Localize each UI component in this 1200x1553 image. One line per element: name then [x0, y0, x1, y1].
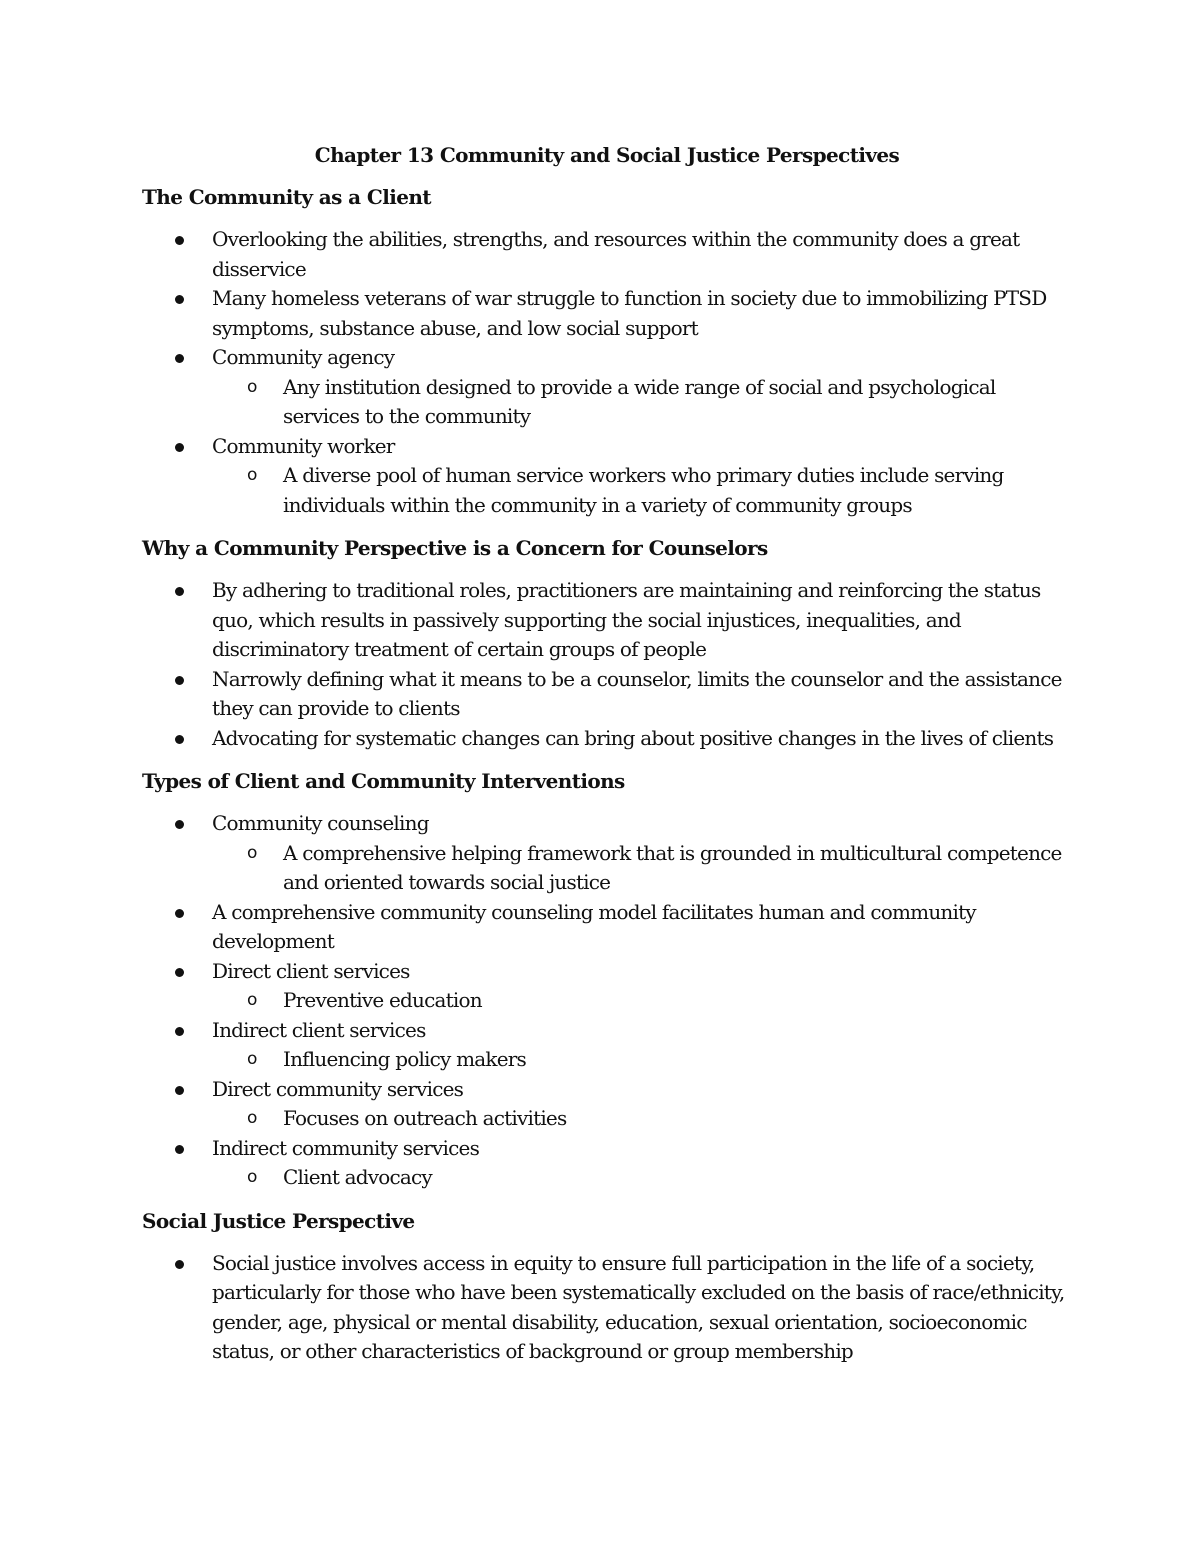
sub-list-item	[212, 461, 1072, 520]
sub-list-item	[212, 839, 1072, 898]
sub-list-item	[212, 1104, 1072, 1134]
sub-list-item-text: A diverse pool of human service workers who primary duties include serving individuals within the community in a variety of community groups	[283, 463, 1004, 517]
list-item	[142, 1075, 1072, 1134]
bullet-icon	[175, 443, 184, 452]
sub-list	[212, 986, 1072, 1016]
sub-list-item-text: Client advocacy	[283, 1165, 432, 1189]
bullet-icon	[175, 1260, 184, 1269]
list-item	[142, 1134, 1072, 1193]
list-item-text: Direct client services	[212, 958, 410, 983]
bullet-icon	[175, 820, 184, 829]
list-item	[142, 284, 1072, 343]
bullet-list	[142, 225, 1072, 520]
list-item-text: Community worker	[212, 433, 395, 458]
sub-list-item-text: Influencing policy makers	[283, 1047, 526, 1071]
bullet-icon	[175, 1027, 184, 1036]
hollow-bullet-icon: o	[247, 465, 257, 485]
list-item-text: Indirect community services	[212, 1135, 480, 1160]
section-heading: Types of Client and Community Interventions	[142, 769, 625, 793]
hollow-bullet-icon: o	[247, 1049, 257, 1069]
list-item-text: Overlooking the abilities, strengths, and resources within the community does a great disservice	[212, 227, 1020, 281]
sub-list-item	[212, 373, 1072, 432]
list-item	[142, 576, 1072, 665]
list-item-text: Social justice involves access in equity to ensure full participation in the life of a society, particularly for those who have been systematically excluded on the basis of race/ethnicity, gender, age, physical or mental disability, education, sexual orientation, socioeconomic status, or other characteristics of background or group membership	[212, 1250, 1065, 1363]
list-item-text: Many homeless veterans of war struggle to function in society due to immobilizing PTSD symptoms, substance abuse, and low social support	[212, 286, 1047, 340]
bullet-icon	[175, 236, 184, 245]
sub-list	[212, 373, 1072, 432]
list-item-text: Community counseling	[212, 811, 429, 835]
list-item-text: Community agency	[212, 345, 395, 369]
list-item	[142, 225, 1072, 284]
bullet-list	[142, 576, 1072, 753]
hollow-bullet-icon: o	[247, 376, 257, 397]
list-item	[142, 343, 1072, 432]
bullet-icon	[175, 587, 184, 596]
hollow-bullet-icon: o	[247, 1167, 257, 1187]
sub-list	[212, 839, 1072, 898]
document-title: Chapter 13 Community and Social Justice Perspectives	[314, 143, 900, 167]
list-item-text: Indirect client services	[212, 1017, 426, 1042]
list-item	[142, 809, 1072, 898]
hollow-bullet-icon: o	[247, 990, 257, 1010]
bullet-icon	[175, 354, 184, 363]
sub-list-item-text: Preventive education	[283, 988, 482, 1012]
list-item-text: A comprehensive community counseling model facilitates human and community development	[212, 899, 976, 953]
bullet-icon	[175, 968, 184, 977]
hollow-bullet-icon: o	[247, 842, 257, 863]
document-sections	[142, 185, 1072, 1367]
sub-list	[212, 1104, 1072, 1134]
bullet-icon	[175, 676, 184, 685]
list-item-text: Direct community services	[212, 1076, 464, 1101]
list-item-text: Narrowly defining what it means to be a counselor, limits the counselor and the assistance they can provide to clients	[212, 666, 1062, 720]
hollow-bullet-icon: o	[247, 1108, 257, 1128]
list-item	[142, 724, 1072, 754]
sub-list	[212, 1045, 1072, 1075]
sub-list-item	[212, 1045, 1072, 1075]
list-item	[142, 898, 1072, 957]
bullet-list	[142, 809, 1072, 1193]
bullet-icon	[175, 909, 184, 918]
list-item	[142, 665, 1072, 724]
sub-list-item-text: Any institution designed to provide a wide range of social and psychological services to the community	[283, 374, 996, 428]
document-page	[142, 143, 1072, 1383]
list-item	[142, 432, 1072, 521]
list-item-text: By adhering to traditional roles, practitioners are maintaining and reinforcing the status quo, which results in passively supporting the social injustices, inequalities, and discriminatory treatment of certain groups of people	[212, 578, 1041, 661]
sub-list	[212, 1163, 1072, 1193]
bullet-icon	[175, 1086, 184, 1095]
section-heading: Why a Community Perspective is a Concern for Counselors	[142, 536, 768, 560]
sub-list-item-text: A comprehensive helping framework that is grounded in multicultural competence and oriented towards social justice	[283, 840, 1062, 894]
sub-list-item	[212, 1163, 1072, 1193]
bullet-icon	[175, 295, 184, 304]
bullet-icon	[175, 735, 184, 744]
sub-list-item-text: Focuses on outreach activities	[283, 1106, 567, 1130]
section-heading: Social Justice Perspective	[142, 1208, 415, 1233]
list-item-text: Advocating for systematic changes can bring about positive changes in the lives of clients	[212, 725, 1054, 750]
bullet-list	[142, 1249, 1072, 1367]
sub-list	[212, 461, 1072, 520]
sub-list-item	[212, 986, 1072, 1016]
bullet-icon	[175, 1145, 184, 1154]
section-heading: The Community as a Client	[142, 185, 431, 209]
list-item	[142, 1249, 1072, 1367]
list-item	[142, 957, 1072, 1016]
list-item	[142, 1016, 1072, 1075]
